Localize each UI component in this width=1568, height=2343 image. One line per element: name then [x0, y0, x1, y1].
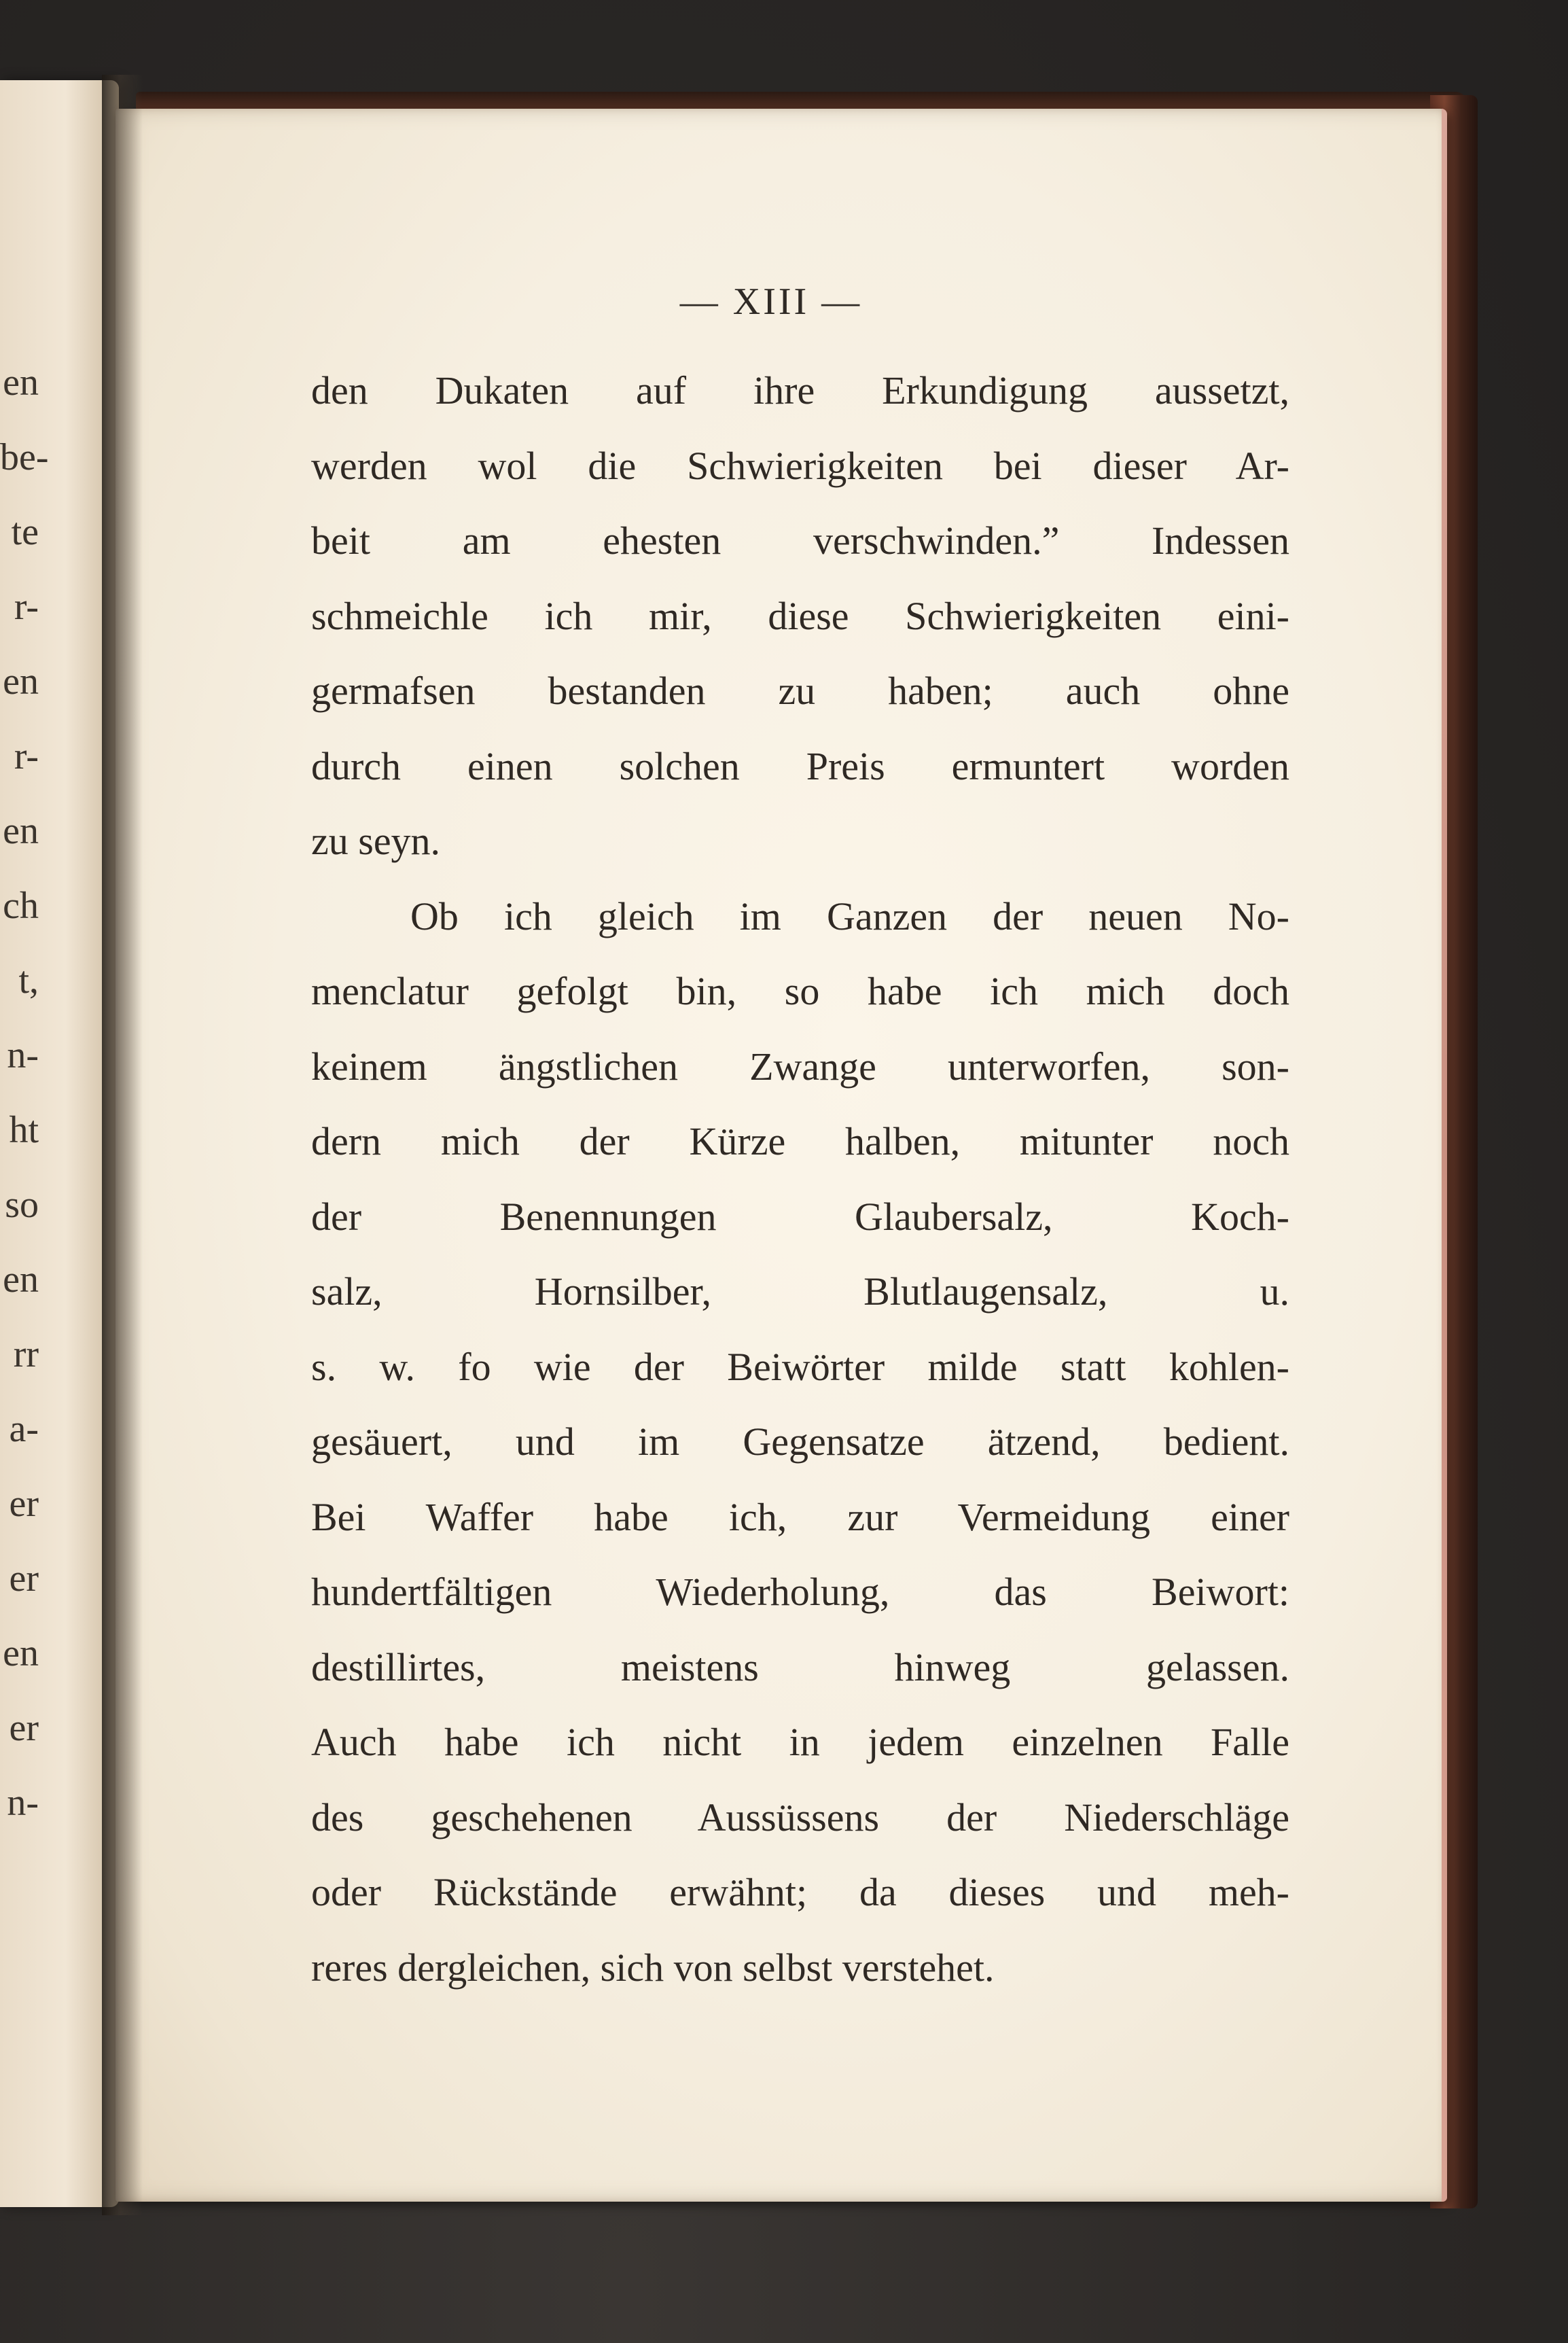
fragment-line: er	[9, 1557, 39, 1600]
page-text-block	[311, 353, 1289, 2005]
fragment-line: en	[3, 1632, 39, 1674]
text-line: werden wol die Schwierigkeiten bei dieser Ar-	[311, 443, 1289, 488]
page-edge-stain	[1442, 109, 1447, 2202]
text-line: hundertfältigen Wiederholung, das Beiwort:	[311, 1570, 1289, 1614]
fragment-line: so	[5, 1184, 39, 1226]
fragment-line: en	[3, 810, 39, 852]
fragment-line: ht	[9, 1109, 39, 1151]
fragment-line: er	[9, 1483, 39, 1525]
text-line: beit am ehesten verschwinden.” Indessen	[311, 518, 1289, 563]
facing-page-left	[0, 80, 119, 2207]
text-line: Ob ich gleich im Ganzen der neuen No-	[410, 894, 1289, 938]
fragment-line: ch	[3, 885, 39, 927]
fragment-line: er	[9, 1707, 39, 1749]
text-line: menclatur gefolgt bin, so habe ich mich doch	[311, 969, 1289, 1013]
text-line: keinem ängstlichen Zwange unterworfen, son-	[311, 1044, 1289, 1089]
text-line: Auch habe ich nicht in jedem einzelnen Falle	[311, 1720, 1289, 1764]
fragment-line: n-	[7, 1034, 39, 1076]
text-line: schmeichle ich mir, diese Schwierigkeiten eini-	[311, 593, 1289, 638]
fragment-line: t,	[18, 959, 39, 1002]
text-line: zu seyn.	[311, 819, 441, 863]
text-line: oder Rückstände erwähnt; da dieses und meh-	[311, 1870, 1289, 1914]
text-line: den Dukaten auf ihre Erkundigung aussetzt,	[311, 368, 1289, 412]
fragment-line: r-	[14, 735, 39, 777]
text-line: germafsen bestanden zu haben; auch ohne	[311, 669, 1289, 713]
text-line: des geschehenen Aussüssens der Niederschläge	[311, 1795, 1289, 1839]
text-line: Bei Waffer habe ich, zur Vermeidung einer	[311, 1494, 1289, 1539]
fragment-line: en	[3, 660, 39, 703]
text-line: gesäuert, und im Gegensatze ätzend, bedient.	[311, 1420, 1289, 1464]
fragment-line: rr	[13, 1333, 39, 1375]
page-number-header: — XIII —	[679, 281, 863, 323]
text-line: der Benennungen Glaubersalz, Koch-	[311, 1194, 1289, 1239]
fragment-line: n-	[7, 1782, 39, 1824]
fragment-line: r-	[14, 586, 39, 628]
fragment-line: te	[11, 511, 39, 553]
text-line: durch einen solchen Preis ermuntert worden	[311, 743, 1289, 788]
fragment-line: en	[3, 362, 39, 404]
text-line: s. w. fo wie der Beiwörter milde statt kohlen-	[311, 1344, 1289, 1389]
facing-page-fragments	[0, 345, 119, 1840]
fragment-line: be-	[0, 436, 49, 478]
book-page	[115, 109, 1447, 2202]
text-line: destillirtes, meistens hinweg gelassen.	[311, 1644, 1289, 1689]
text-line: dern mich der Kürze halben, mitunter noch	[311, 1119, 1289, 1163]
text-line: reres dergleichen, sich von selbst verstehet.	[311, 1945, 995, 1990]
text-line: salz, Hornsilber, Blutlaugensalz, u.	[311, 1269, 1289, 1314]
fragment-line: a-	[9, 1408, 39, 1450]
fragment-line: en	[3, 1258, 39, 1301]
page-gutter-shadow	[102, 75, 143, 2215]
